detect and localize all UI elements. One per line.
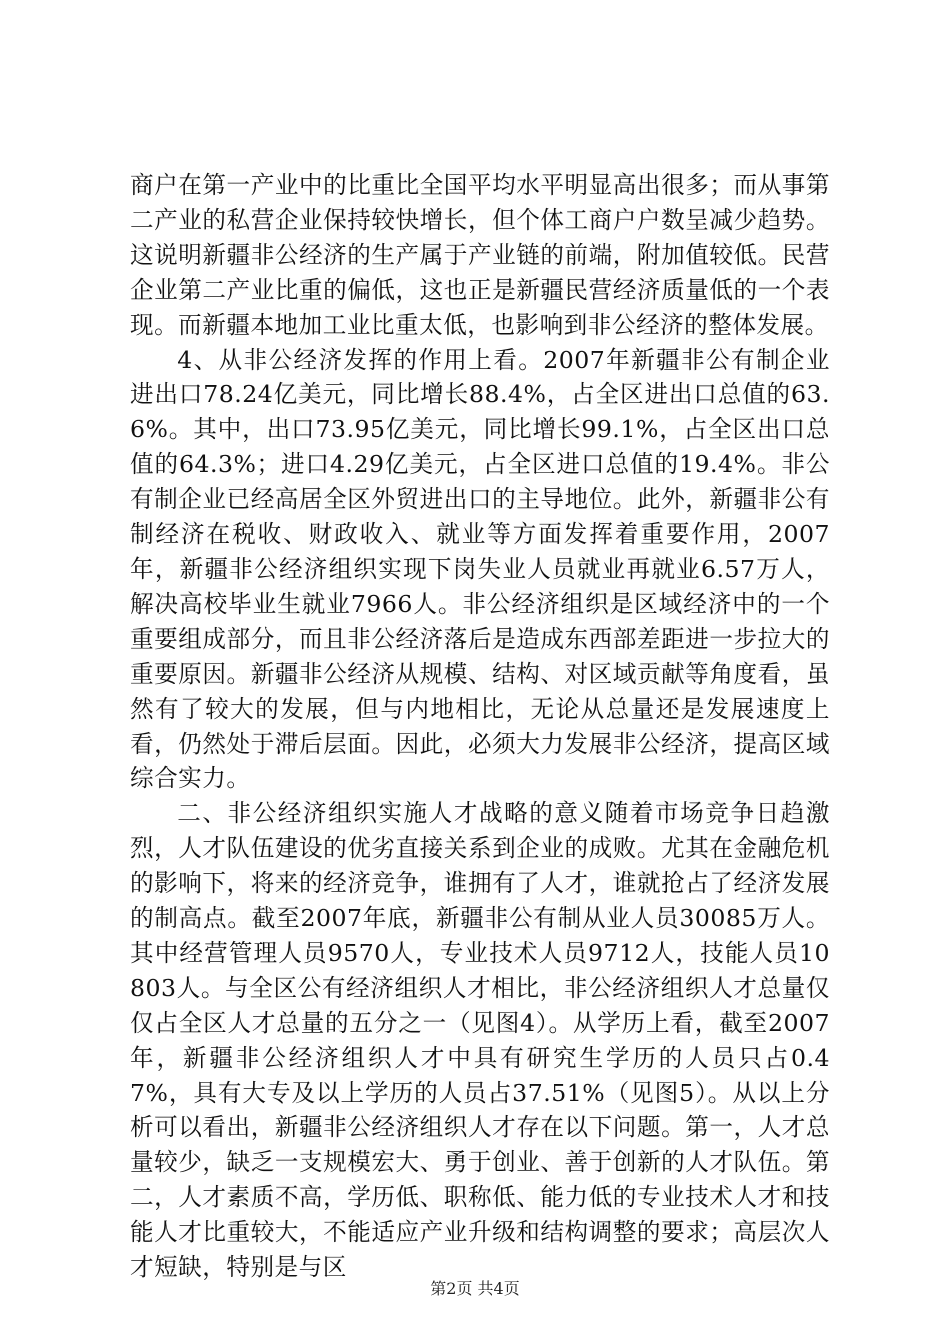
page-footer bbox=[0, 1276, 950, 1299]
page-number-label: 第2页 共4页 bbox=[430, 1279, 520, 1298]
paragraph-1: 商户在第一产业中的比重比全国平均水平明显高出很多；而从事第二产业的私营企业保持较快增长，但个体工商户户数呈减少趋势。这说明新疆非公经济的生产属于产业链的前端，附加值较低。民营企业第二产业比重的偏低，这也正是新疆民营经济质量低的一个表现。而新疆本地加工业比重太低，也影响到非公经济的整体发展。 bbox=[130, 171, 830, 339]
paragraph-2: 4、从非公经济发挥的作用上看。2007年新疆非公有制企业进出口78.24亿美元，同比增长88.4%，占全区进出口总值的63.6%。其中，出口73.95亿美元，同比增长99.1%，占全区出口总值的64.3%；进口4.29亿美元，占全区进口总值的19.4%。非公有制企业已经高居全区外贸进出口的主导地位。此外，新疆非公有制经济在税收、财政收入、就业等方面发挥着重要作用，2007年，新疆非公经济组织实现下岗失业人员就业再就业6.57万人，解决高校毕业生就业7966人。非公经济组织是区域经济中的一个重要组成部分，而且非公经济落后是造成东西部差距进一步拉大的重要原因。新疆非公经济从规模、结构、对区域贡献等角度看，虽然有了较大的发展，但与内地相比，无论从总量还是发展速度上看，仍然处于滞后层面。因此，必须大力发展非公经济，提高区域综合实力。 bbox=[130, 345, 830, 793]
document-body bbox=[130, 168, 830, 1285]
paragraph-3: 二、非公经济组织实施人才战略的意义随着市场竞争日趋激烈，人才队伍建设的优劣直接关系到企业的成败。尤其在金融危机的影响下，将来的经济竞争，谁拥有了人才，谁就抢占了经济发展的制高点。截至2007年底，新疆非公有制从业人员30085万人。其中经营管理人员9570人，专业技术人员9712人，技能人员10803人。与全区公有经济组织人才相比，非公经济组织人才总量仅仅占全区人才总量的五分之一（见图4）。从学历上看，截至2007年，新疆非公经济组织人才中具有研究生学历的人员只占0.47%，具有大专及以上学历的人员占37.51%（见图5）。从以上分析可以看出，新疆非公经济组织人才存在以下问题。第一，人才总量较少，缺乏一支规模宏大、勇于创业、善于创新的人才队伍。第二，人才素质不高，学历低、职称低、能力低的专业技术人才和技能人才比重较大，不能适应产业升级和结构调整的要求；高层次人才短缺，特别是与区 bbox=[130, 799, 830, 1282]
